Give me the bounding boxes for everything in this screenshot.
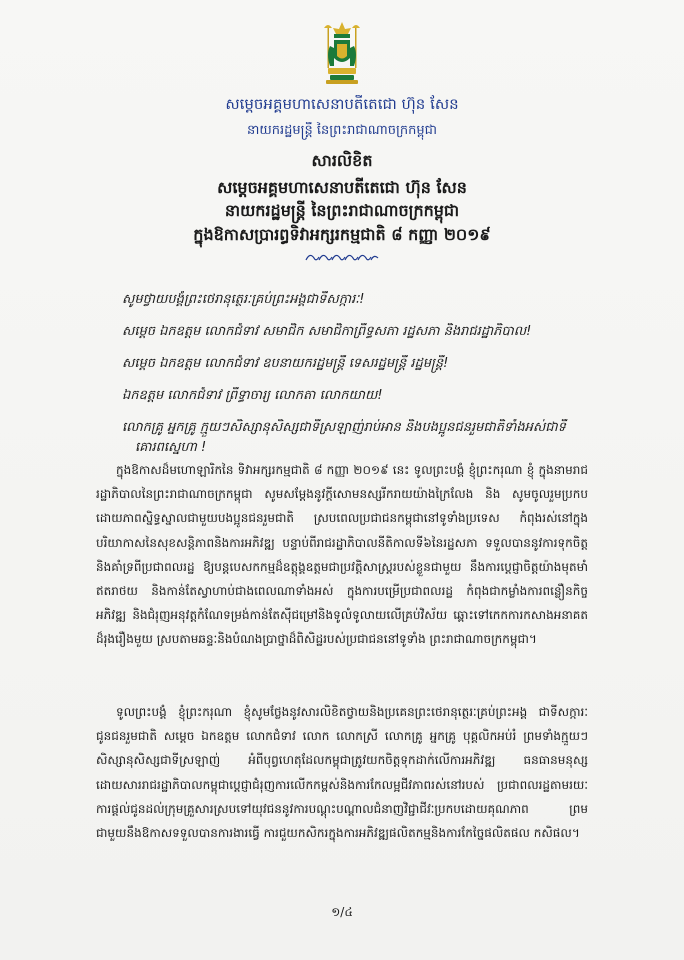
greeting-line: សូមថ្វាយបង្គំព្រះថេរានុត្ថេរៈគ្រប់ព្រះអង្គជាទីសក្ការៈ!: [122, 292, 365, 307]
greeting-line: ឯកឧត្តម លោកជំទាវ ព្រឹទ្ធាចារ្យ លោកតា លោកយាយ!: [122, 388, 383, 403]
greeting-line: សម្តេច ឯកឧត្តម លោកជំទាវ សមាជិក សមាជិកាព្រឹទ្ធសភា រដ្ឋសភា និងរាជរដ្ឋាភិបាល!: [122, 324, 532, 339]
page-number: ១/៤: [331, 905, 353, 919]
title-office: នាយករដ្ឋមន្ត្រី នៃព្រះរាជាណាចក្រកម្ពុជា: [224, 201, 460, 220]
greeting-line: គោរពស្នេហា !: [135, 440, 207, 455]
decorative-divider-icon: [302, 250, 382, 264]
body-paragraph: ក្នុងឱកាសដ៏មហោឡារិកនៃ ទិវាអក្សរកម្មជាតិ ៨ កញ្ញា ២០១៩ នេះ ទូលព្រះបង្គំ ខ្ញុំព្រះករុណា ខ្ញុំ ក្នុងនាមរាជរដ្ឋាភិបាលនៃព្រះរាជាណាចក្រកម្ពុជា សូមសម្តែងនូវក្តីសោមនស្សរីករាយយ៉ាងក្រៃលែង និង សូមចូលរួមប្រកបដោយភាពស្និទ្ធស្នាលជាមួយបងប្អូនជនរួមជាតិ ស្របពេលប្រជាជនកម្ពុជានៅទូទាំងប្រទេស កំពុងរស់នៅក្នុងបរិយាកាសនៃសុខសន្តិភាពនិងការអភិវឌ្ឍ បន្ទាប់ពីរាជរដ្ឋាភិបាលនីតិកាលទី៦នៃរដ្ឋសភា ទទួលបាននូវការទុកចិត្តនិងគាំទ្រពីប្រជាពលរដ្ឋ ឱ្យបន្តបេសកកម្មដ៏ឧត្តុង្គឧត្តមជាប្រវត្តិសាស្ត្ររបស់ខ្លួនជាមួយ នឹងការប្តេជ្ញាចិត្តយ៉ាងមុតមាំឥតរាថយ និងកាន់តែស្វាហាប់ជាងពេលណាទាំងអស់ ក្នុងការបម្រើប្រជាពលរដ្ឋ កំពុងជាកម្លាំងការពន្លឿនកិច្ចអភិវឌ្ឍ និងជំរុញអនុវត្តកំណែទម្រង់កាន់តែស៊ីជម្រៅនិងទូលំទូលាយលើគ្រប់វិស័យ ឆ្ពោះទៅកេកការកសាងអនាគតដ៏រុងរឿងមួយ ស្របតាមឆន្ទៈនិងបំណងប្រាថ្នាដ៏ពិសិដ្ឋរបស់ប្រជាជននៅទូទាំង ព្រះរាជាណាចក្រកម្ពុជា។: [96, 463, 588, 647]
body-paragraph: ទូលព្រះបង្គំ ខ្ញុំព្រះករុណា ខ្ញុំសូមថ្លែងនូវសារលិខិតថ្វាយនិងប្រគេនព្រះថេរានុត្ថេរៈគ្រប់ព្រះអង្គ ជាទីសក្ការៈ ជូនជនរួមជាតិ សម្តេច ឯកឧត្តម លោកជំទាវ លោក លោកស្រី លោកគ្រូ អ្នកគ្រូ បុគ្គលិកអប់រំ ព្រមទាំងក្មួយៗសិស្សានុសិស្សជាទីស្រឡាញ់ អំពីបុព្វហេតុដែលកម្ពុជាត្រូវយកចិត្តទុកដាក់លើការអភិវឌ្ឍ ធនធានមនុស្ស ដោយសាររាជរដ្ឋាភិបាលកម្ពុជាប្តេជ្ញាជំរុញការលើកកម្ពស់និងការកែលម្អជីវភាពរស់នៅរបស់ ប្រជាពលរដ្ឋតាមរយៈការផ្តល់ជូនដល់ក្រុមគ្រួសារស្របទៅយុវជននូវការបណ្តុះបណ្តាលជំនាញវិជ្ជាជីវៈប្រកបដោយគុណភាព ព្រមជាមួយនឹងឱកាសទទួលបានការងារធ្វើ ការជួយកសិករក្នុងការអភិវឌ្ឍផលិតកម្មនិងការកែច្នៃផលិតផល កសិផល។: [96, 705, 588, 841]
sender-name: សម្តេចអគ្គមហាសេនាបតីតេជោ ហ៊ុន សែន: [225, 95, 459, 113]
sender-office: នាយករដ្ឋមន្ត្រី នៃព្រះរាជាណាចក្រកម្ពុជា: [247, 123, 437, 138]
greeting-line: សម្តេច ឯកឧត្តម លោកជំទាវ ឧបនាយករដ្ឋមន្ត្រី ទេសរដ្ឋមន្ត្រី រដ្ឋមន្ត្រី!: [122, 356, 449, 371]
title-occasion: ក្នុងឱកាសប្រារព្ធទិវាអក្សរកម្មជាតិ ៨ កញ្ញា ២០១៩: [193, 225, 491, 244]
royal-arms-emblem-icon: [318, 20, 366, 86]
greeting-line: លោកគ្រូ អ្នកគ្រូ ក្មួយៗសិស្សានុសិស្សជាទីស្រឡាញ់រាប់អាន និងបងប្អូនជនរួមជាតិទាំងអស់ជាទី: [122, 420, 566, 435]
title-author: សម្តេចអគ្គមហាសេនាបតីតេជោ ហ៊ុន សែន: [217, 178, 467, 197]
document-title: សារលិខិត: [311, 151, 373, 170]
